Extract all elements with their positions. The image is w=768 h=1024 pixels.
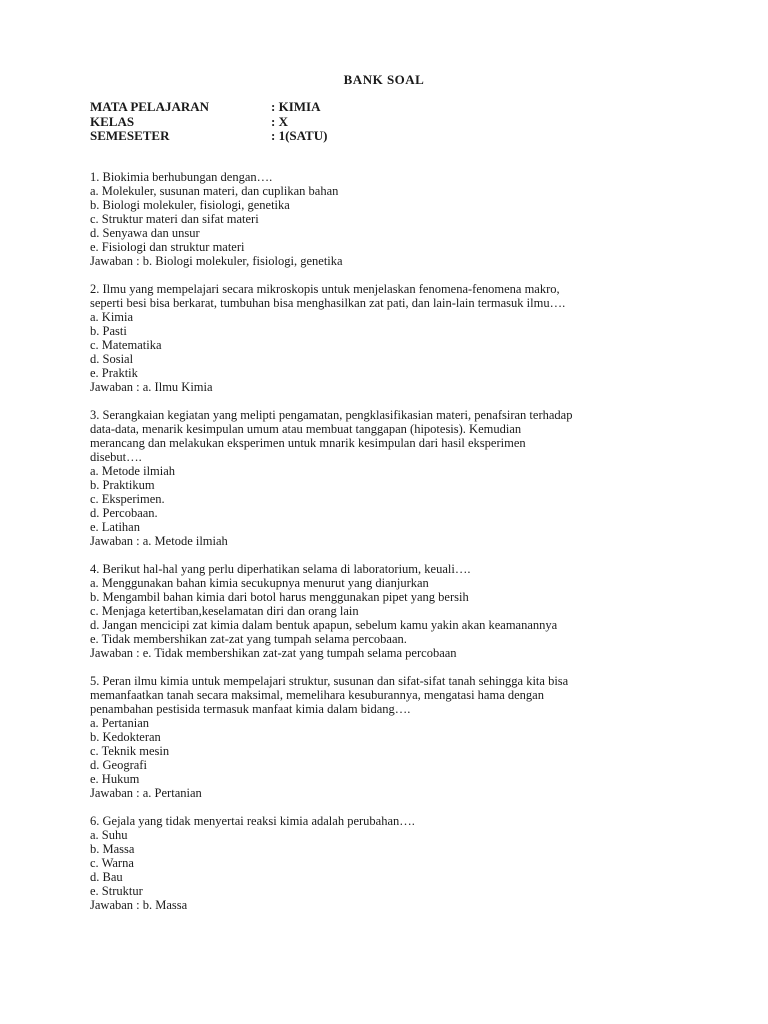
meta-row-subject	[90, 100, 327, 115]
question-stem: 6. Gejala yang tidak menyertai reaksi kimia adalah perubahan….	[90, 814, 415, 828]
question-stem: seperti besi bisa berkarat, tumbuhan bisa menghasilkan zat pati, dan lain-lain termasuk ilmu….	[90, 296, 566, 310]
meta-key: SEMESETER	[90, 128, 170, 143]
answer-option: a. Suhu	[90, 828, 128, 842]
answer-option: e. Praktik	[90, 366, 138, 380]
answer-key: Jawaban : a. Ilmu Kimia	[90, 380, 213, 394]
answer-option: d. Percobaan.	[90, 506, 158, 520]
question-stem: disebut….	[90, 450, 142, 464]
answer-option: e. Hukum	[90, 772, 140, 786]
question-6	[90, 814, 690, 912]
answer-option: c. Matematika	[90, 338, 162, 352]
question-stem: penambahan pestisida termasuk manfaat kimia dalam bidang….	[90, 702, 411, 716]
question-list	[90, 170, 690, 926]
answer-option: d. Senyawa dan unsur	[90, 226, 200, 240]
question-5	[90, 674, 690, 800]
answer-option: b. Biologi molekuler, fisiologi, genetika	[90, 198, 290, 212]
question-stem: 4. Berikut hal-hal yang perlu diperhatikan selama di laboratorium, keuali….	[90, 562, 471, 576]
answer-option: c. Eksperimen.	[90, 492, 165, 506]
answer-option: d. Bau	[90, 870, 123, 884]
question-stem: merancang dan melakukan eksperimen untuk mnarik kesimpulan dari hasil eksperimen	[90, 436, 526, 450]
meta-row-class	[90, 115, 327, 130]
question-stem: 1. Biokimia berhubungan dengan….	[90, 170, 273, 184]
answer-option: a. Metode ilmiah	[90, 464, 176, 478]
page-title: BANK SOAL	[343, 72, 425, 87]
answer-option: e. Tidak membershikan zat-zat yang tumpah selama percobaan.	[90, 632, 407, 646]
meta-value: : KIMIA	[271, 99, 321, 114]
meta-value: : X	[271, 113, 288, 129]
question-3	[90, 408, 690, 548]
answer-key: Jawaban : a. Metode ilmiah	[90, 534, 228, 548]
answer-option: d. Sosial	[90, 352, 134, 366]
meta-key: MATA PELAJARAN	[90, 99, 210, 114]
meta-value: : 1(SATU)	[271, 128, 328, 143]
answer-key: Jawaban : b. Massa	[90, 898, 188, 912]
answer-option: c. Struktur materi dan sifat materi	[90, 212, 259, 226]
answer-option: b. Pasti	[90, 324, 127, 338]
answer-key: Jawaban : a. Pertanian	[90, 786, 202, 800]
question-stem: 3. Serangkaian kegiatan yang melipti pengamatan, pengklasifikasian materi, penafsiran terhadap	[90, 408, 573, 422]
answer-option: e. Struktur	[90, 884, 143, 898]
subject-meta	[90, 100, 327, 144]
question-stem: 5. Peran ilmu kimia untuk mempelajari struktur, susunan dan sifat-sifat tanah sehingga kita bisa	[90, 674, 569, 688]
answer-option: e. Fisiologi dan struktur materi	[90, 240, 245, 254]
answer-option: a. Menggunakan bahan kimia secukupnya menurut yang dianjurkan	[90, 576, 429, 590]
answer-option: e. Latihan	[90, 520, 140, 534]
answer-option: a. Pertanian	[90, 716, 150, 730]
meta-key: KELAS	[90, 113, 135, 129]
answer-option: c. Teknik mesin	[90, 744, 170, 758]
answer-option: d. Geografi	[90, 758, 147, 772]
answer-option: d. Jangan mencicipi zat kimia dalam bentuk apapun, sebelum kamu yakin akan keamanannya	[90, 618, 558, 632]
answer-option: a. Kimia	[90, 310, 134, 324]
answer-option: c. Warna	[90, 856, 134, 870]
question-1	[90, 170, 690, 268]
answer-option: b. Mengambil bahan kimia dari botol harus menggunakan pipet yang bersih	[90, 590, 469, 604]
answer-key: Jawaban : e. Tidak membershikan zat-zat yang tumpah selama percobaan	[90, 646, 457, 660]
answer-option: a. Molekuler, susunan materi, dan cuplikan bahan	[90, 184, 339, 198]
answer-option: b. Praktikum	[90, 478, 155, 492]
answer-option: b. Massa	[90, 842, 135, 856]
meta-row-semester	[90, 129, 327, 144]
question-2	[90, 282, 690, 394]
question-4	[90, 562, 690, 660]
question-stem: memanfaatkan tanah secara maksimal, memelihara kesuburannya, mengatasi hama dengan	[90, 688, 544, 702]
answer-option: b. Kedokteran	[90, 730, 161, 744]
answer-key: Jawaban : b. Biologi molekuler, fisiologi, genetika	[90, 254, 343, 268]
question-stem: data-data, menarik kesimpulan umum atau membuat tanggapan (hipotesis). Kemudian	[90, 422, 522, 436]
question-stem: 2. Ilmu yang mempelajari secara mikroskopis untuk menjelaskan fenomena-fenomena makro,	[90, 282, 560, 296]
answer-option: c. Menjaga ketertiban,keselamatan diri dan orang lain	[90, 604, 359, 618]
